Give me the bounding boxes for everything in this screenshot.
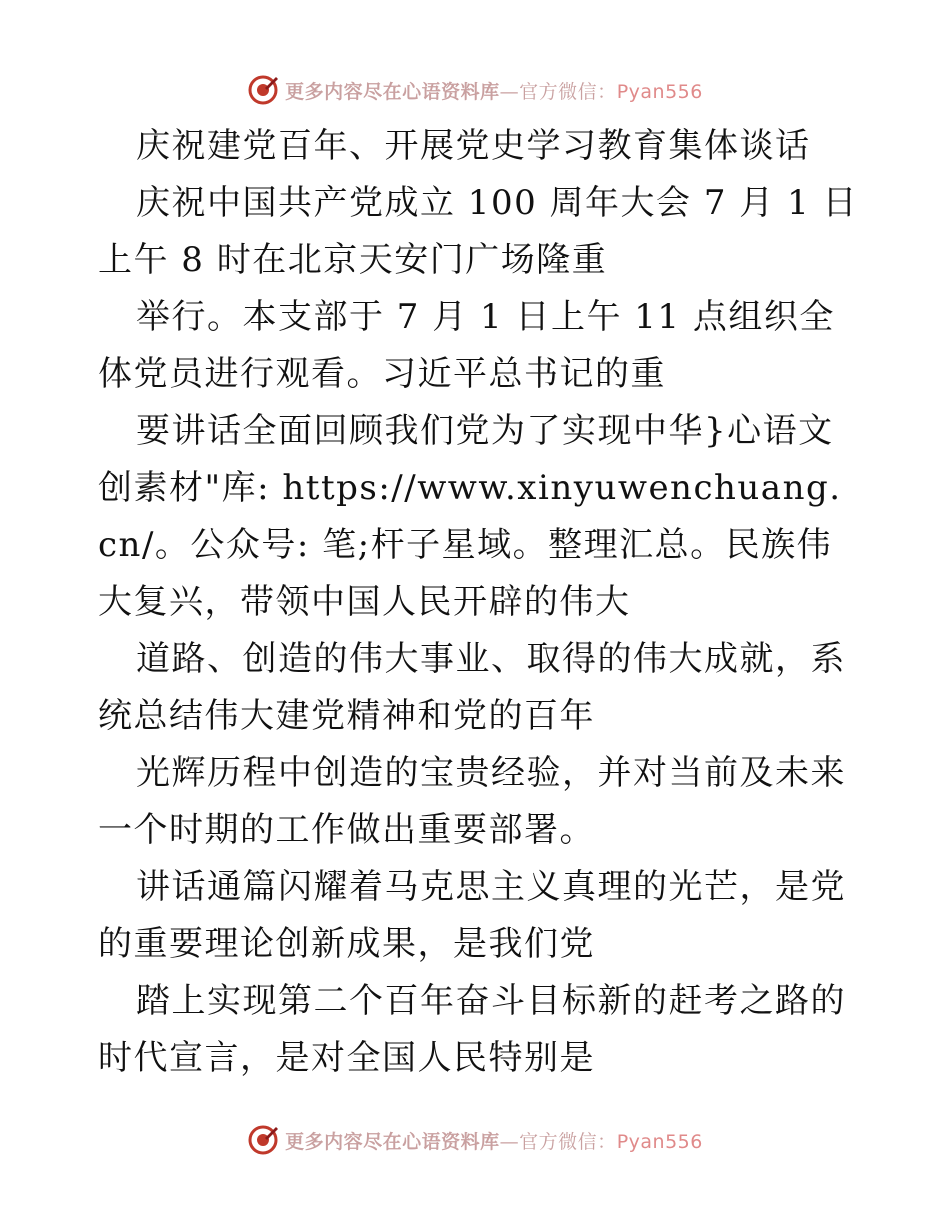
footer-site-name: 更多内容尽在心语资料库 xyxy=(285,1130,500,1153)
paragraph: 道路、创造的伟大事业、取得的伟大成就，系统总结伟大建党精神和党的百年 xyxy=(98,639,846,736)
header-separator: — xyxy=(499,80,520,103)
paragraph: 庆祝中国共产党成立 100 周年大会 7 月 1 日上午 8 时在北京天安门广场隆重 xyxy=(98,183,859,280)
footer-banner xyxy=(0,1120,950,1160)
paragraph: 光辉历程中创造的宝贵经验，并对当前及未来一个时期的工作做出重要部署。 xyxy=(98,753,846,850)
pen-logo-icon xyxy=(247,74,279,106)
paragraph: 庆祝建党百年、开展党史学习教育集体谈话 xyxy=(136,126,811,166)
footer-wechat-id: Pyan556 xyxy=(616,1130,703,1153)
footer-wechat-label: 官方微信： xyxy=(519,1130,617,1153)
header-wechat-id: Pyan556 xyxy=(616,80,703,103)
footer-banner-text xyxy=(285,1127,703,1154)
header-banner xyxy=(0,70,950,110)
paragraph: 要讲话全面回顾我们党为了实现中华}心语文创素材"库: https://www.xinyuwenchuang.cn/。公众号: 笔;杆子星域。整理汇总。民族伟大复兴，带领中国人民开辟的伟大 xyxy=(98,411,842,622)
pen-logo-icon xyxy=(247,1124,279,1156)
header-site-name: 更多内容尽在心语资料库 xyxy=(285,80,500,103)
paragraph: 举行。本支部于 7 月 1 日上午 11 点组织全体党员进行观看。习近平总书记的重 xyxy=(98,297,835,394)
document-body xyxy=(98,118,858,1087)
paragraph: 讲话通篇闪耀着马克思主义真理的光芒，是党的重要理论创新成果，是我们党 xyxy=(98,867,846,964)
footer-separator: — xyxy=(499,1130,520,1153)
paragraph: 踏上实现第二个百年奋斗目标新的赶考之路的时代宣言，是对全国人民特别是 xyxy=(98,981,846,1078)
header-banner-text xyxy=(285,77,703,104)
header-wechat-label: 官方微信： xyxy=(519,80,617,103)
